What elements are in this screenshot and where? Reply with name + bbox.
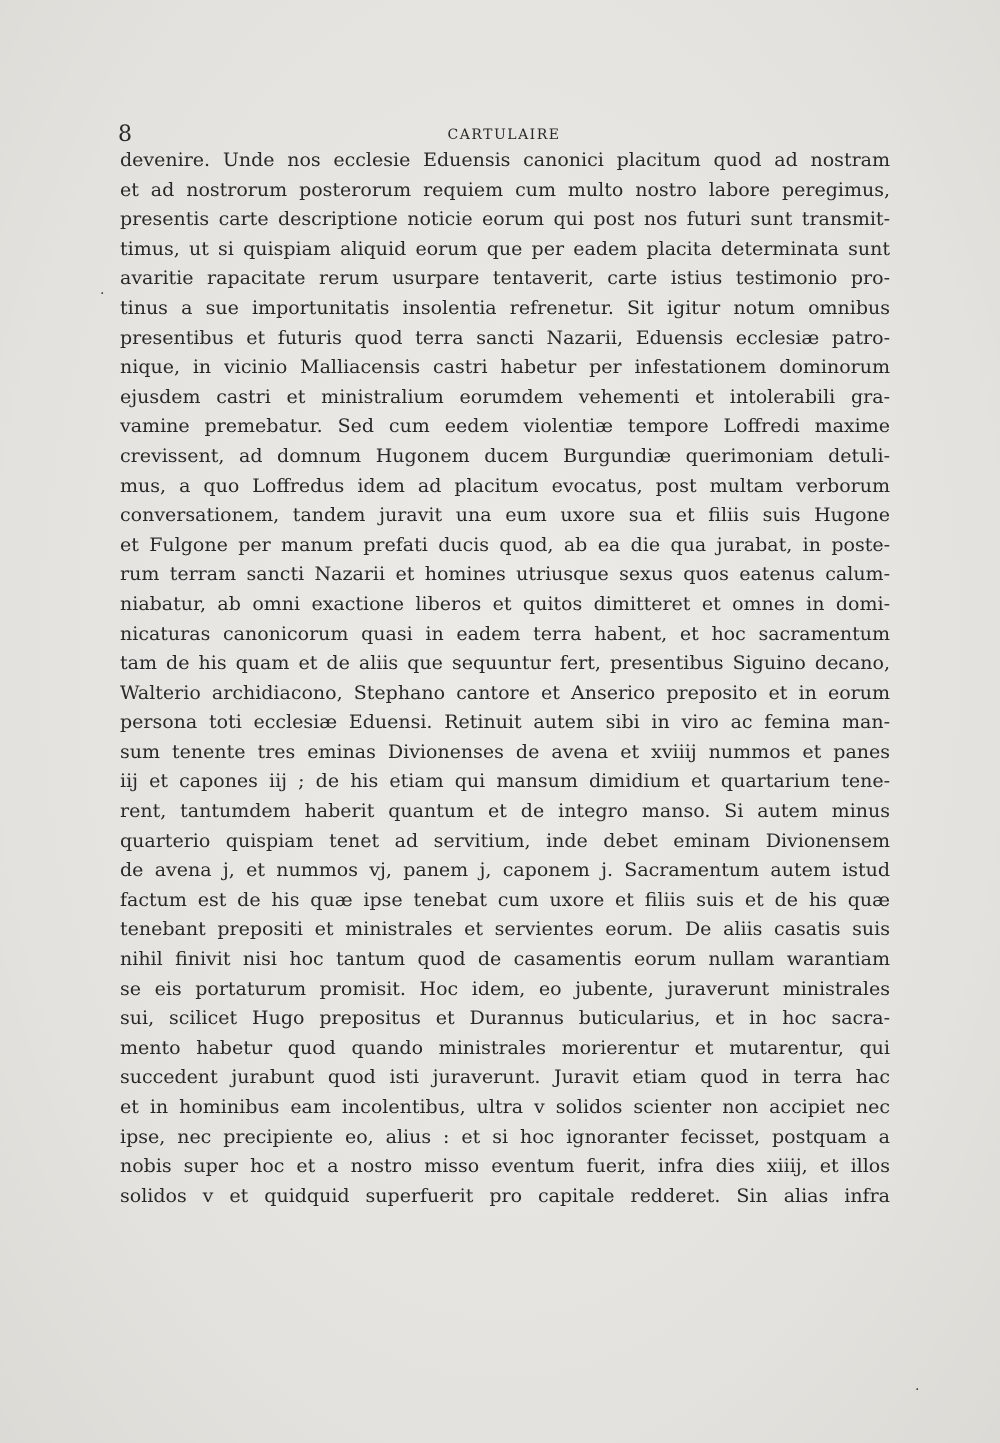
text-line: nicaturas canonicorum quasi in eadem terra habent, et hoc sacramentum bbox=[120, 622, 890, 645]
text-line: succedent jurabunt quod isti juraverunt. Juravit etiam quod in terra hac bbox=[120, 1066, 890, 1089]
text-line: rent, tantumdem haberit quantum et de integro manso. Si autem minus bbox=[120, 800, 890, 823]
text-line: Walterio archidiacono, Stephano cantore et Anserico preposito et in eorum bbox=[120, 681, 890, 704]
text-line: timus, ut si quispiam aliquid eorum que per eadem placita determinata sunt bbox=[120, 237, 890, 260]
text-line: ejusdem castri et ministralium eorumdem vehementi et intolerabili gra- bbox=[120, 385, 890, 408]
text-line: de avena j, et nummos vj, panem j, caponem j. Sacramentum autem istud bbox=[120, 859, 890, 882]
text-line: tam de his quam et de aliis que sequuntur fert, presentibus Siguino decano, bbox=[120, 652, 890, 675]
text-line: presentibus et futuris quod terra sancti Nazarii, Eduensis ecclesiæ patro- bbox=[120, 326, 890, 349]
text-line: nobis super hoc et a nostro misso eventum fuerit, infra dies xiiij, et illos bbox=[120, 1155, 890, 1178]
text-line: iij et capones iij ; de his etiam qui mansum dimidium et quartarium tene- bbox=[120, 770, 890, 793]
margin-dot: · bbox=[915, 1382, 920, 1398]
text-line: se eis portaturum promisit. Hoc idem, eo jubente, juraverunt ministrales bbox=[120, 977, 890, 1000]
text-line: et Fulgone per manum prefati ducis quod, ab ea die qua jurabat, in poste- bbox=[120, 533, 890, 556]
text-line: nihil finivit nisi hoc tantum quod de casamentis eorum nullam warantiam bbox=[120, 948, 890, 971]
text-line: vamine premebatur. Sed cum eedem violentiæ tempore Loffredi maxime bbox=[120, 415, 890, 438]
text-line: devenire. Unde nos ecclesie Eduensis canonici placitum quod ad nostram bbox=[120, 149, 890, 171]
text-line: et ad nostrorum posterorum requiem cum multo nostro labore peregimus, bbox=[120, 178, 890, 201]
text-line: sum tenente tres eminas Divionenses de avena et xviiij nummos et panes bbox=[120, 740, 890, 763]
text-line: mento habetur quod quando ministrales morierentur et mutarentur, qui bbox=[120, 1036, 890, 1059]
text-line: persona toti ecclesiæ Eduensi. Retinuit autem sibi in viro ac femina man- bbox=[120, 711, 890, 734]
text-line: conversationem, tandem juravit una eum uxore sua et filiis suis Hugone bbox=[120, 504, 890, 527]
margin-dot: · bbox=[100, 286, 105, 302]
page-number: 8 bbox=[118, 122, 132, 147]
text-line: niabatur, ab omni exactione liberos et quitos dimitteret et omnes in domi- bbox=[120, 592, 890, 615]
text-line: nique, in vicinio Malliacensis castri habetur per infestationem dominorum bbox=[120, 356, 890, 379]
text-line: avaritie rapacitate rerum usurpare tentaverit, carte istius testimonio pro- bbox=[120, 267, 890, 290]
body-text bbox=[120, 146, 890, 1211]
text-line: crevissent, ad domnum Hugonem ducem Burgundiæ querimoniam detuli- bbox=[120, 444, 890, 467]
text-line: presentis carte descriptione noticie eorum qui post nos futuri sunt transmit- bbox=[120, 208, 890, 231]
text-line: rum terram sancti Nazarii et homines utriusque sexus quos eatenus calum- bbox=[120, 563, 890, 586]
text-line: tenebant prepositi et ministrales et servientes eorum. De aliis casatis suis bbox=[120, 918, 890, 941]
text-line: et in hominibus eam incolentibus, ultra v solidos scienter non accipiet nec bbox=[120, 1096, 890, 1118]
text-line: sui, scilicet Hugo prepositus et Durannus buticularius, et in hoc sacra- bbox=[120, 1007, 890, 1030]
text-line: factum est de his quæ ipse tenebat cum uxore et filiis suis et de his quæ bbox=[120, 888, 890, 911]
text-line: solidos v et quidquid superfuerit pro capitale redderet. Sin alias infra bbox=[120, 1184, 890, 1207]
running-title: CARTULAIRE bbox=[447, 127, 561, 143]
text-line: ipse, nec precipiente eo, alius : et si hoc ignoranter fecisset, postquam a bbox=[120, 1125, 890, 1148]
text-line: mus, a quo Loffredus idem ad placitum evocatus, post multam verborum bbox=[120, 474, 890, 497]
text-line: tinus a sue importunitatis insolentia refrenetur. Sit igitur notum omnibus bbox=[120, 296, 890, 319]
text-line: quarterio quispiam tenet ad servitium, inde debet eminam Divionensem bbox=[120, 829, 890, 852]
